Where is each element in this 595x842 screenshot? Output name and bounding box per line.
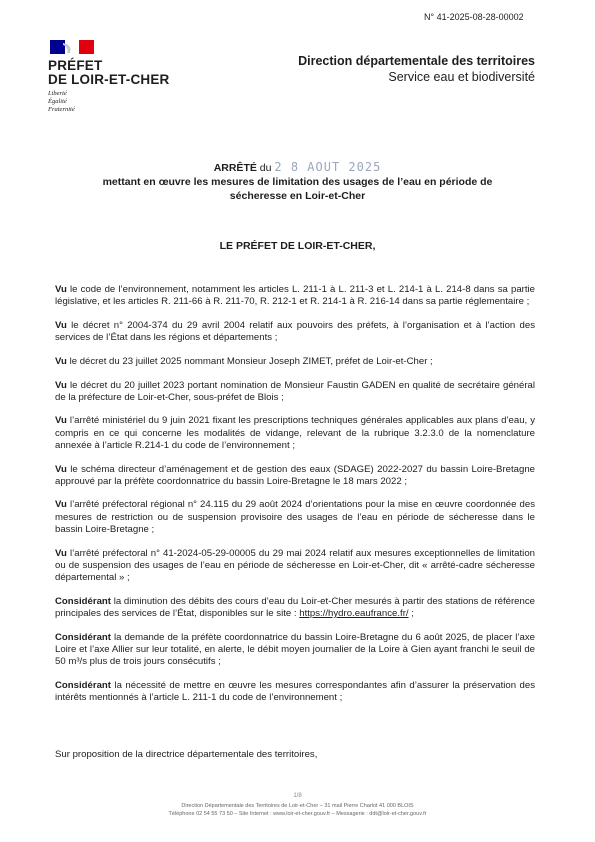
- visa-lead: Vu: [55, 415, 67, 427]
- prefet-heading: LE PRÉFET DE LOIR-ET-CHER,: [219, 240, 376, 252]
- visa-lead: Vu: [55, 499, 67, 511]
- hydro-link[interactable]: https://hydro.eaufrance.fr/: [299, 607, 409, 619]
- direction-name: Direction départementale des territoires: [298, 54, 535, 68]
- visa-text: le décret du 23 juillet 2025 nommant Monsieur Joseph ZIMET, préfet de Loir-et-Cher ;: [66, 355, 433, 367]
- visa-lead: Vu: [55, 547, 67, 559]
- service-name: Service eau et biodiversité: [388, 70, 535, 84]
- visa-text: l’arrêté préfectoral régional n° 24.115 du 29 août 2024 d’orientations pour la mise en œuvre coordonnée des mesures de restriction ou de suspension provisoire des usages de l’eau en période de sécheresse dans le bassin Loire-Bretagne ;: [55, 499, 535, 535]
- considerant-lead: Considérant: [55, 595, 111, 607]
- visa-text: l’arrêté ministériel du 9 juin 2021 fixant les prescriptions techniques générales applicables aux plans d’eau, y compris en ce qui concerne les modalités de vidange, relevant de la rubrique 3.2.3.0 de la nomenclature annexée à l’article R.214-1 du code de l’environnement ;: [55, 415, 535, 451]
- considerant-lead: Considérant: [55, 631, 111, 643]
- visa-text: le code de l’environnement, notamment les articles L. 211-1 à L. 211-3 et L. 214-1 à L. 214-8 dans sa partie législative, et les articles R. 211-66 à R. 211-70, R. 212-1 et R. 214-1 à R. 216-14 dans sa partie réglementaire ;: [55, 284, 535, 308]
- visa-lead: Vu: [55, 319, 67, 331]
- proposition-line: Sur proposition de la directrice départementale des territoires,: [55, 749, 318, 760]
- visa-paragraph: [55, 320, 535, 344]
- direction-header: [298, 54, 535, 84]
- page-number: 1/8: [293, 793, 302, 799]
- devise-liberte: Liberté: [48, 90, 67, 97]
- logo-devise: [48, 90, 170, 114]
- visa-lead: Vu: [55, 284, 67, 295]
- title-du: du: [259, 162, 272, 174]
- visa-lead: Vu: [55, 355, 67, 367]
- footer-address: Direction Départementale des Territoires de Loir-et-Cher – 31 mail Pierre Charlot 41 000 BLOIS: [181, 803, 414, 809]
- visa-paragraph: [55, 284, 535, 308]
- considerant-text: la nécessité de mettre en œuvre les mesures correspondantes afin d’assurer la préservation des intérêts mentionnés à l’article L. 211-1 du code de l’environnement ;: [55, 679, 535, 703]
- arrete-title: [0, 160, 595, 203]
- prefet-logo: [48, 40, 170, 114]
- visa-paragraph: [55, 356, 535, 368]
- footer-contact: Téléphone 02 54 55 73 50 – Site Internet : www.loir-et-cher.gouv.fr – Messagerie : ddt@loir-et-cher.gouv.fr: [168, 811, 427, 817]
- visa-paragraph: [55, 380, 535, 404]
- visa-text: le décret n° 2004-374 du 29 avril 2004 relatif aux pouvoirs des préfets, à l’organisation et à l’action des services de l’État dans les régions et départements ;: [55, 319, 535, 344]
- visa-paragraph: [55, 464, 535, 488]
- visa-text: l’arrêté préfectoral n° 41-2024-05-29-00005 du 29 mai 2024 relatif aux mesures exceptionnelles de limitation ou de suspension des usages de l’eau en période de sécheresse en Loir-et-Cher, dit « arrêté-cadre sécheresse départemental » ;: [55, 547, 535, 583]
- considerant-text: la demande de la préfète coordonnatrice du bassin Loire-Bretagne du 6 août 2025, de placer l’axe Loire et l’axe Allier sur leur totalité, en alerte, le débit moyen journalier de la Loire à Gien ayant franchi le seuil de 50 m³/s plus de trois jours consécutifs ;: [55, 631, 535, 667]
- visa-text: le décret du 20 juillet 2023 portant nomination de Monsieur Faustin GADEN en qualité de secrétaire général de la préfecture de Loir-et-Cher, sous-préfet de Blois ;: [55, 379, 535, 403]
- logo-line2: DE LOIR-ET-CHER: [48, 72, 170, 87]
- visa-paragraph: [55, 499, 535, 536]
- considerant-paragraph: [55, 596, 535, 620]
- considerant-paragraph: [55, 632, 535, 669]
- devise-fraternite: Fraternité: [48, 106, 75, 113]
- logo-text: [48, 59, 170, 87]
- date-stamp: 2 8 AOUT 2025: [274, 160, 382, 174]
- considerant-paragraph: [55, 680, 535, 704]
- title-arrete: ARRÊTÉ: [213, 162, 257, 174]
- considerant-lead: Considérant: [55, 679, 111, 691]
- logo-line1: PRÉFET: [48, 58, 103, 73]
- considerant-text: la diminution des débits des cours d’eau du Loir-et-Cher mesurés à partir des stations de référence principales des services de l’État, disponibles sur le site :: [55, 595, 535, 619]
- marianne-flag-icon: [50, 40, 94, 54]
- visa-text: le schéma directeur d’aménagement et de gestion des eaux (SDAGE) 2022-2027 du bassin Loire-Bretagne approuvé par la préfète coordonnatrice du bassin Loire-Bretagne le 18 mars 2022 ;: [55, 463, 535, 487]
- visa-lead: Vu: [55, 379, 67, 391]
- title-line3: sécheresse en Loir-et-Cher: [229, 190, 366, 202]
- devise-egalite: Égalité: [48, 98, 67, 105]
- document-reference: N° 41-2025-08-28-00002: [424, 12, 524, 22]
- visa-lead: Vu: [55, 463, 67, 475]
- visa-paragraph: [55, 548, 535, 585]
- page-footer: [0, 802, 595, 818]
- title-line2: mettant en œuvre les mesures de limitation des usages de l’eau en période de: [102, 176, 493, 188]
- visas-section: [55, 284, 535, 716]
- visa-paragraph: [55, 415, 535, 452]
- title-line1: [0, 160, 595, 175]
- considerant-tail: ;: [408, 607, 414, 619]
